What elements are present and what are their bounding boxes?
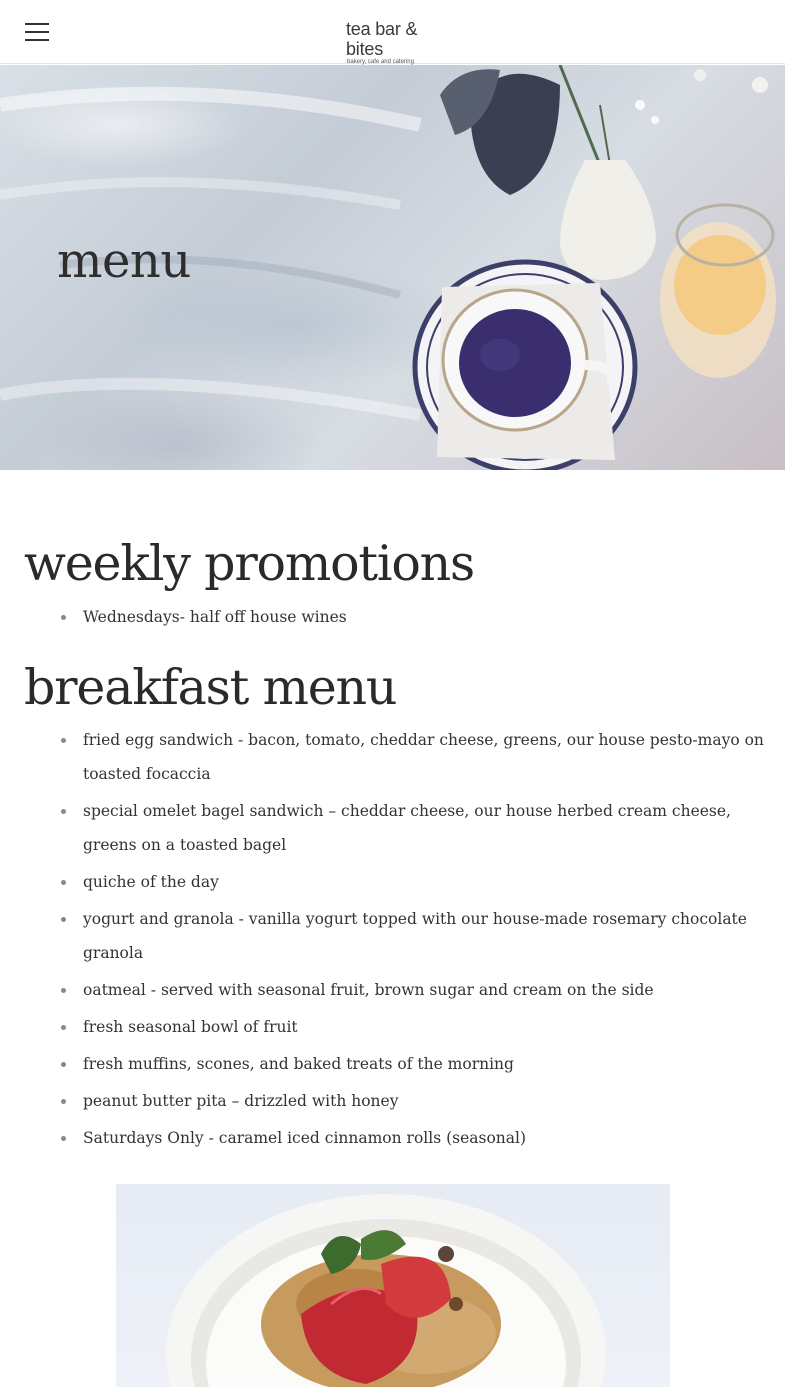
site-header <box>0 0 785 64</box>
list-item: special omelet bagel sandwich – cheddar cheese, our house herbed cream cheese, greens on a toasted bagel <box>24 794 764 862</box>
list-item: quiche of the day <box>24 865 764 899</box>
list-item: fried egg sandwich - bacon, tomato, cheddar cheese, greens, our house pesto-mayo on toasted focaccia <box>24 723 764 791</box>
hamburger-line <box>25 31 49 33</box>
promotions-list <box>24 600 764 637</box>
logo-tagline: bakery, cafe and catering <box>347 59 414 65</box>
site-logo[interactable] <box>346 19 456 66</box>
list-item: yogurt and granola - vanilla yogurt topped with our house-made rosemary chocolate granola <box>24 902 764 970</box>
list-item: Saturdays Only - caramel iced cinnamon rolls (seasonal) <box>24 1121 764 1155</box>
logo-title: tea bar & bites <box>346 19 418 59</box>
hero-title: menu <box>57 233 191 289</box>
promotions-heading: weekly promotions <box>24 535 474 592</box>
list-item: peanut butter pita – drizzled with honey <box>24 1084 764 1118</box>
list-item: fresh seasonal bowl of fruit <box>24 1010 764 1044</box>
hamburger-menu-icon[interactable] <box>25 22 49 42</box>
list-item: fresh muffins, scones, and baked treats of the morning <box>24 1047 764 1081</box>
breakfast-list <box>24 723 764 1158</box>
yogurt-bowl-image <box>116 1184 670 1387</box>
list-item: Wednesdays- half off house wines <box>24 600 764 634</box>
hero-banner <box>0 65 785 470</box>
granola-photo <box>116 1184 670 1387</box>
hamburger-line <box>25 39 49 41</box>
hamburger-line <box>25 23 49 25</box>
list-item: oatmeal - served with seasonal fruit, brown sugar and cream on the side <box>24 973 764 1007</box>
breakfast-heading: breakfast menu <box>24 659 397 716</box>
